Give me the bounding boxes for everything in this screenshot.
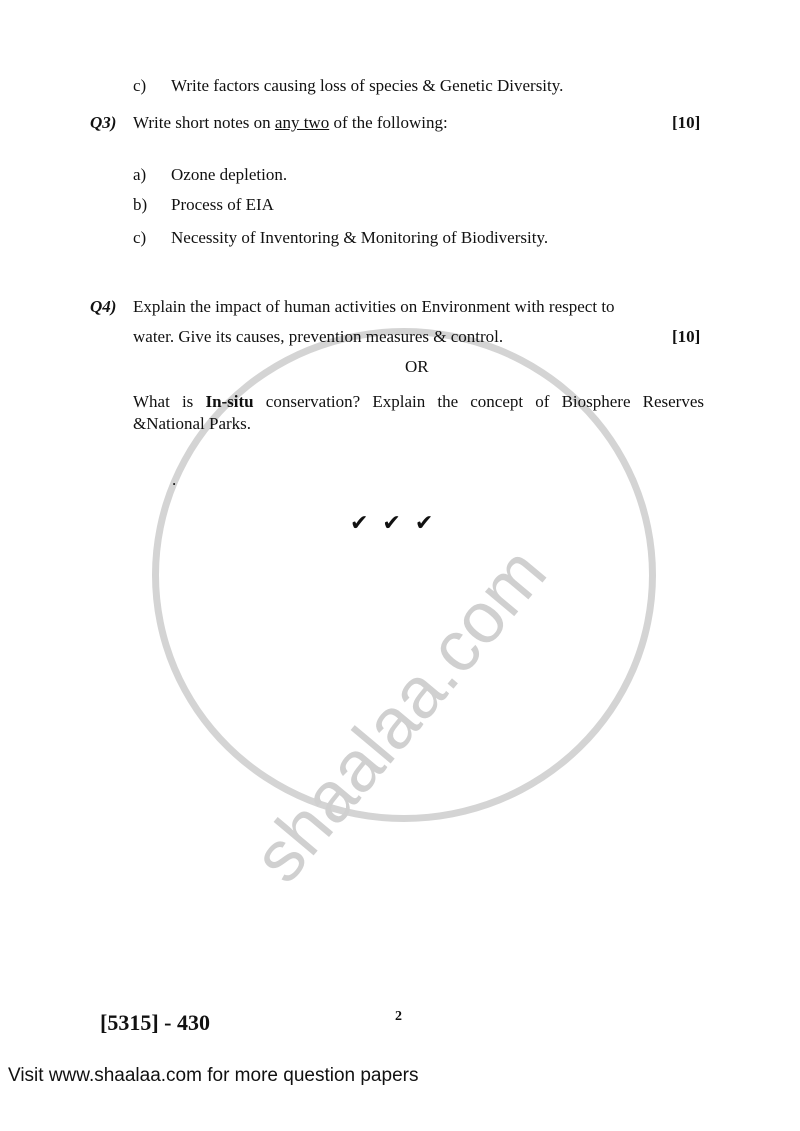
watermark-text: shaalaa.com [238,532,562,898]
or-separator: OR [405,357,429,376]
q2c-text: Write factors causing loss of species & Genetic Diversity. [171,76,564,95]
page-number: 2 [395,1009,402,1024]
alt-post: conservation? Explain the concept of Biosphere Reserves [253,392,705,411]
q3-text-post: of the following: [329,113,448,132]
q3-item-label: c) [133,228,147,247]
alt-bold: In-situ [205,392,254,411]
check-marks-icon: ✔✔✔ [350,510,448,535]
q3-text [133,113,448,133]
q3-number: Q3) [90,113,117,132]
q4-marks: [10] [672,327,701,346]
q4-alternative [133,391,704,413]
q4-line1: Explain the impact of human activities on Environment with respect to [133,297,615,316]
q3-item-text: Necessity of Inventoring & Monitoring of Biodiversity. [171,228,549,247]
q2c-label: c) [133,76,147,95]
q3-underline: any two [274,113,330,132]
q4-alt-line2: &National Parks. [133,414,252,433]
q4-number: Q4) [90,297,117,316]
q3-text-pre: Write short notes on [133,113,275,132]
q3-item-label: a) [133,165,147,184]
q4-line2: water. Give its causes, prevention measures & control. [133,327,504,346]
q3-item-text: Ozone depletion. [171,165,288,184]
alt-pre: What is [133,392,206,411]
visit-banner: Visit www.shaalaa.com for more question papers [8,1065,419,1086]
q3-item-label: b) [133,195,148,214]
stray-dot: . [172,470,177,489]
paper-code: [5315] - 430 [100,1010,210,1035]
q3-item-text: Process of EIA [171,195,274,214]
q3-marks: [10] [672,113,701,132]
